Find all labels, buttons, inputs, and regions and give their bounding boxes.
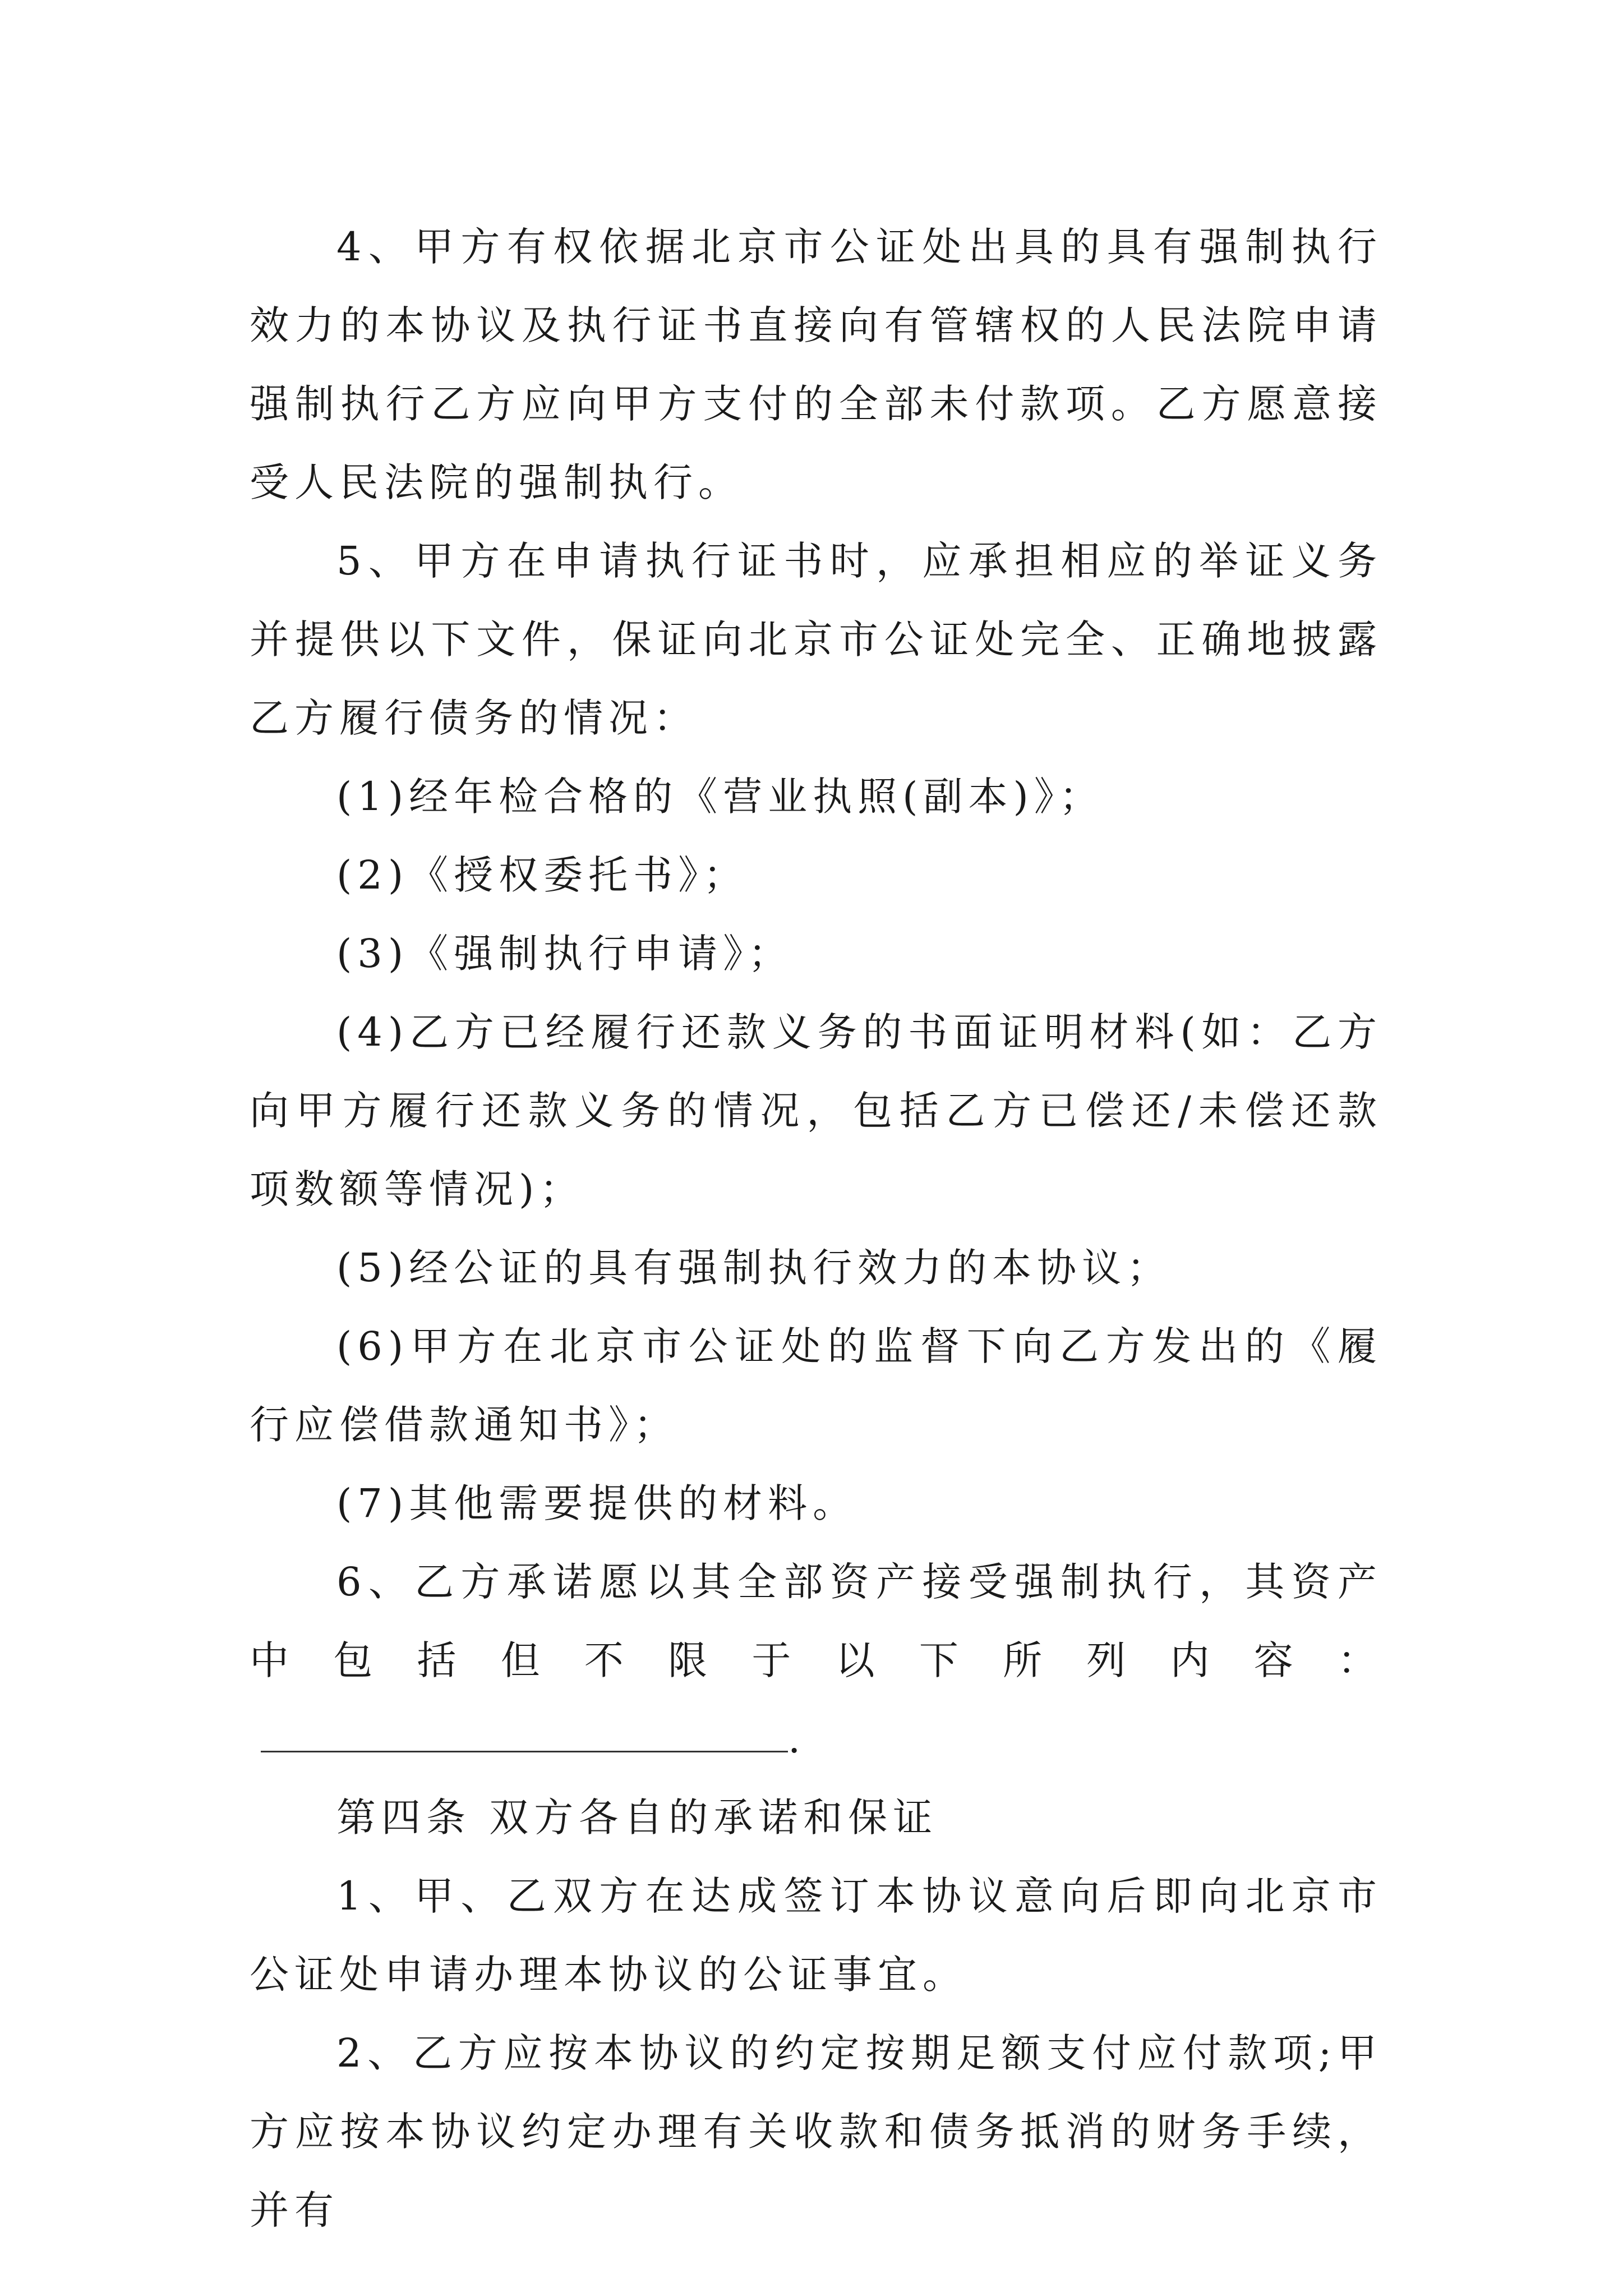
clause-5-item-1: (1)经年检合格的《营业执照(副本)》；: [336, 774, 1104, 820]
clause-6: [250, 1543, 1382, 1778]
article-4-clause-1: 1、甲、乙双方在达成签订本协议意向后即向北京市公证处申请办理本协议的公证事宜。: [250, 1873, 1382, 1998]
clause-6-suffix: .: [788, 1716, 806, 1762]
clause-6-text: 6、乙方承诺愿以其全部资产接受强制执行，其资产中包括但不限于以下所列内容：: [250, 1559, 1382, 1683]
clause-5-item-6: (6)甲方在北京市公证处的监督下向乙方发出的《履行应偿借款通知书》；: [250, 1323, 1382, 1448]
clause-5-item-5: (5)经公证的具有强制执行效力的本协议；: [336, 1245, 1172, 1291]
clause-5-item-3: (3)《强制执行申请》；: [336, 931, 794, 977]
clause-4: 4、甲方有权依据北京市公证处出具的具有强制执行效力的本协议及执行证书直接向有管辖权的人民法院申请强制执行乙方应向甲方支付的全部未付款项。乙方愿意接受人民法院的强制执行。: [250, 224, 1382, 505]
article-4-clause-2: 2、乙方应按本协议的约定按期足额支付应付款项;甲方应按本协议约定办理有关收款和债务抵消的财务手续，并有: [250, 2030, 1382, 2233]
clause-5-item-2: (2)《授权委托书》；: [336, 852, 749, 898]
fill-in-blank: [261, 1717, 788, 1752]
clause-5-item-7: (7)其他需要提供的材料。: [336, 1480, 858, 1526]
clause-5-item-4: (4)乙方已经履行还款义务的书面证明材料(如：乙方向甲方履行还款义务的情况，包括乙方已偿还/未偿还款项数额等情况)；: [250, 1009, 1382, 1212]
clause-5: 5、甲方在申请执行证书时，应承担相应的举证义务并提供以下文件，保证向北京市公证处完全、正确地披露乙方履行债务的情况：: [250, 538, 1382, 741]
article-4-heading: 第四条 双方各自的承诺和保证: [336, 1795, 938, 1841]
document-body: [250, 208, 1382, 2249]
